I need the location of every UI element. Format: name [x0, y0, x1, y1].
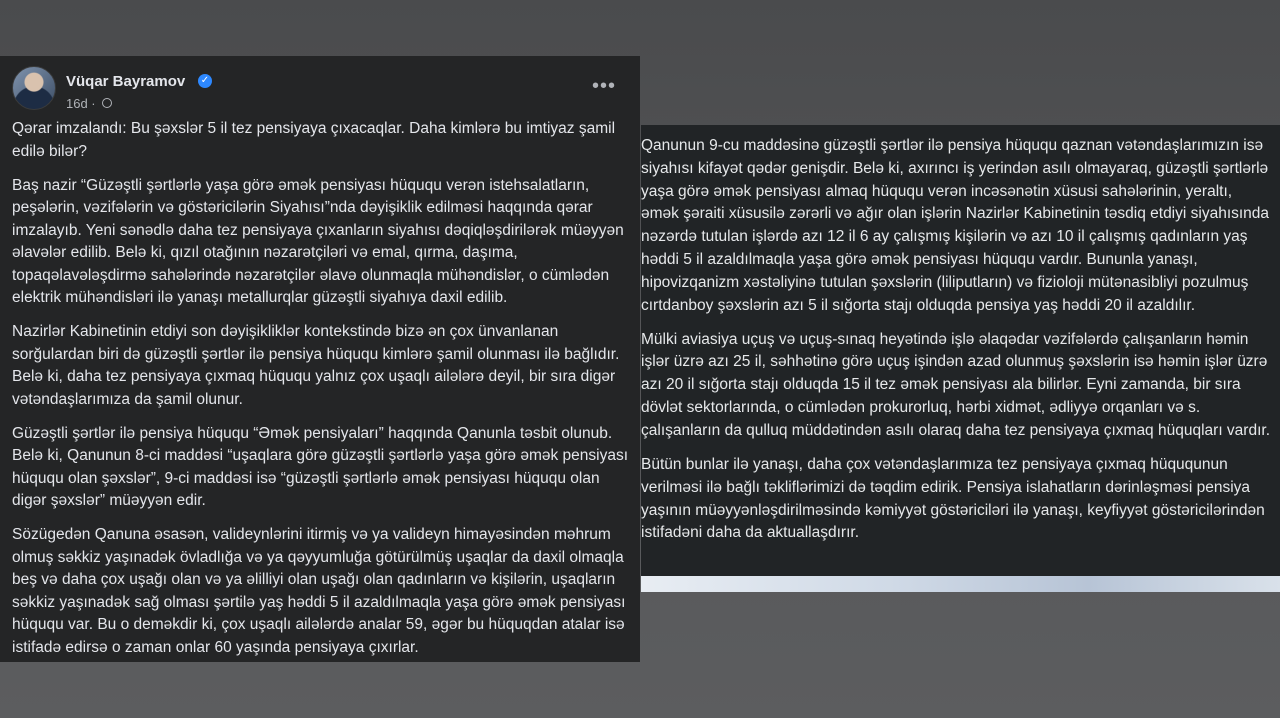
author-name[interactable]: Vüqar Bayramov — [66, 73, 186, 90]
avatar[interactable] — [12, 66, 56, 110]
post-continuation-screenshot — [641, 125, 1280, 585]
more-options-icon[interactable]: ••• — [591, 75, 616, 97]
verified-badge-icon: ✓ — [198, 74, 212, 88]
post-paragraph: Qərar imzalandı: Bu şəxslər 5 il tez pensiyaya çıxacaqlar. Daha kimlərə bu imtiyaz şamil edilə bilər? — [12, 120, 616, 160]
post-paragraph: Baş nazir “Güzəştli şərtlərlə yaşa görə əmək pensiyası hüququ verən istehsalatların, peşələrin, vəzifələrin və göstəricilərin Siyahısı”nda dəyişiklik edilməsi haqqında qərar imzalayıb. Yeni sənədlə daha tez pensiyaya çıxanların siyahısı dəqiqləşdirilərək müəyyən əlavələr edilib. Belə ki, qızıl otağının nəzarətçiləri və emal, qırma, daşıma, topaqəlavələşdirmə sahələrində nəzarətçilər əlavə olunmaqla mühəndislər, o cümlədən elektrik mühəndisləri ilə yanaşı metallurqlar güzəştli siyahıya daxil edilib. — [12, 176, 624, 306]
post-paragraph: Güzəştli şərtlər ilə pensiya hüququ “Əmək pensiyaları” haqqında Qanunla təsbit olunub. Belə ki, Qanunun 8-ci maddəsi “uşaqlara görə güzəştli şərtlərlə yaşa görə əmək pensiyası hüququ olan şəxslər”, 9-ci maddəsi isə “güzəştli şərtlərlə əmək pensiyası hüququ olan digər şəxslər” müəyyən edir. — [12, 424, 629, 509]
post-text — [12, 118, 628, 662]
continuation-paragraph: Qanunun 9-cu maddəsinə güzəştli şərtlər ilə pensiya hüququ qaznan vətəndaşlarımızın isə siyahısı kifayət qədər genişdir. Belə ki, axırıncı iş yerindən asılı olmayaraq, güzəştli şərtlərlə yaşa görə əmək pensiyası almaq hüququ verən incəsənətin xüsusi sahələrinin, yeraltı, əmək şəraiti xüsusilə zərərli və ağır olan işlərin Nazirlər Kabinetinin təsdiq etdiyi siyahısında nəzərdə tutulan işlərdə azı 12 il 6 ay çalışmış kişilərin və azı 10 il çalışmış qadınların yaş həddi 5 il azaldılmaqla yaşa görə əmək pensiyası hüququ vardır. Bununla yanaşı, hipovizqanizm xəstəliyinə tutulan şəxslərin (liliputların) və fizioloji mütənasibliyi pozulmuş cırtdanboy şəxslərin azı 5 il sığorta stajı olduqda pensiya yaş həddi 20 il azaldılır. — [641, 137, 1270, 314]
post-header — [12, 64, 628, 114]
continuation-text — [641, 135, 1271, 556]
globe-icon — [102, 98, 112, 108]
continuation-paragraph: Bütün bunlar ilə yanaşı, daha çox vətəndaşlarımıza tez pensiyaya çıxmaq hüququnun verilməsi ilə bağlı təkliflərimizi də təqdim edirik. Pensiya islahatların dərinləşməsi pensiya yaşının müəyyənləşdirilməsində kəmiyyət göstəriciləri ilə yanaşı, keyfiyyət göstəricilərindən istifadəni daha da aktuallaşdırır. — [641, 455, 1265, 542]
continuation-paragraph: Mülki aviasiya uçuş və uçuş-sınaq heyətində işlə əlaqədar vəzifələrdə çalışanların həmin işlər üzrə azı 25 il, səhhətinə görə uçuş işindən azad olunmuş şəxslərin isə həmin işlər üzrə azı 20 il sığorta stajı olduqda 15 il tez əmək pensiyası ala bilirlər. Eyni zamanda, bir sıra dövlət sektorlarında, o cümlədən prokurorluq, hərbi xidmət, ədliyyə orqanları və s. çalışanların da qulluq müddətindən asılı olaraq daha tez pensiyaya çıxmaq hüquqları vardır. — [641, 330, 1270, 439]
post-paragraph: Nazirlər Kabinetinin etdiyi son dəyişikliklər kontekstində bizə ən çox ünvanlanan sorğulardan biri də güzəştli şərtlər ilə pensiya hüququ kimlərə şamil olunması ilə bağlıdır. Belə ki, daha tez pensiyaya çıxmaq hüququ yalnız çox uşaqlı ailələrə deyil, bir sıra digər vətəndaşlarımıza da şamil olunur. — [12, 323, 620, 408]
facebook-post-card — [0, 56, 640, 662]
image-edge-strip — [641, 576, 1280, 592]
post-timestamp[interactable]: 16d · — [66, 96, 96, 111]
post-paragraph: Sözügedən Qanuna əsasən, valideynlərini itirmiş və ya valideyn himayəsindən məhrum olmuş səkkiz yaşınadək övladlığa və ya qəyyumluğa götürülmüş uşaqlar da daxil olmaqla beş və daha çox uşağı olan və ya əlilliyi olan uşağı olan qadınların və kişilərin, uşaqların səkkiz yaşınadək sağ olması şərtilə yaş həddi 5 il azaldılmaqla yaşa görə əmək pensiyası hüququ var. Bu o deməkdir ki, çox uşaqlı ailələrdə analar 59, əgər bu hüquqdan atalar isə istifadə edirsə o zaman onlar 60 yaşında pensiyaya çıxırlar. — [12, 526, 626, 656]
